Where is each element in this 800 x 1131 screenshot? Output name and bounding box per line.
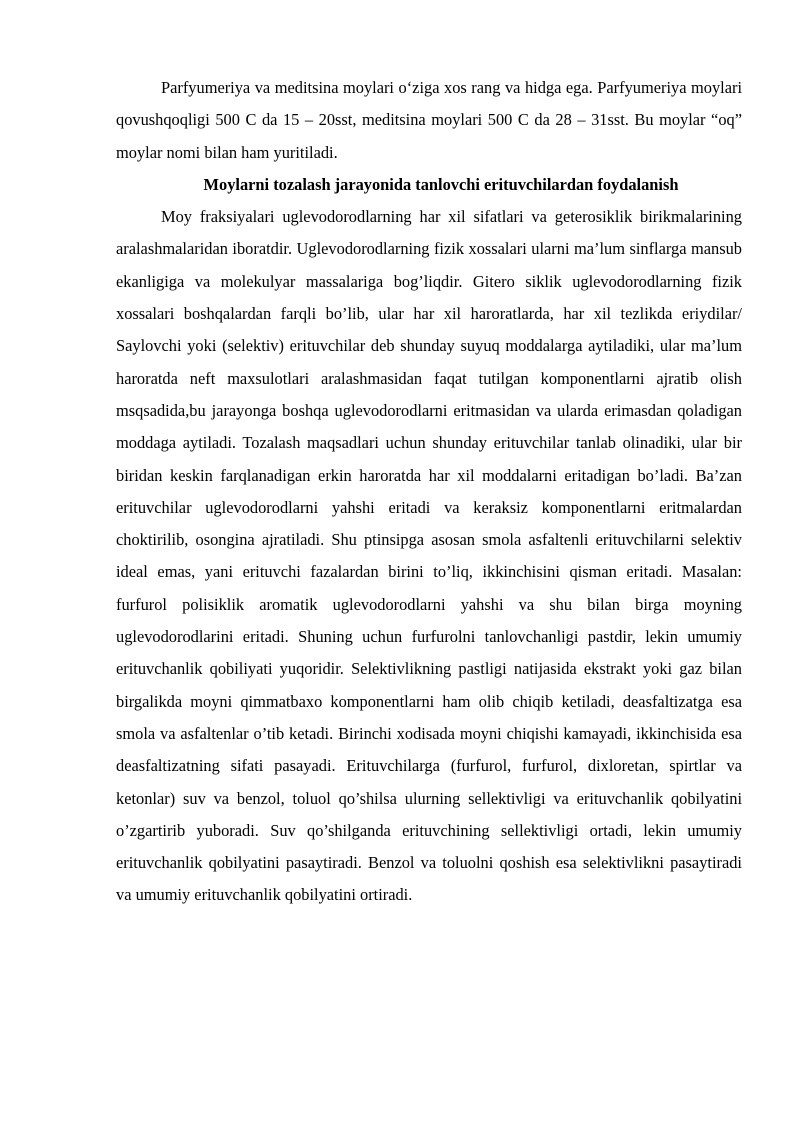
paragraph-oils-description: Parfyumeriya va meditsina moylari o‘ziga xos rang va hidga ega. Parfyumeriya moylari qovushqoqligi 500 C da 15 – 20sst, meditsina moylari 500 C da 28 – 31sst. Bu moylar “oq” moylar nomi bilan ham yuritiladi. <box>116 78 742 162</box>
section-heading: Moylarni tozalash jarayonida tanlovchi erituvchilardan foydalanish <box>203 174 679 194</box>
paragraph-selective-solvents: Moy fraksiyalari uglevodorodlarning har xil sifatlari va geterosiklik birikmalarining aralashmalaridan iboratdir. Uglevodorodlarning fizik xossalari ularni ma’lum sinflarga mansub ekanligiga va molekulyar massalariga bog’liqdir. Gitero siklik uglevodorodlarning fizik xossalari boshqalardan farqli bo’lib, ular har xil haroratlarda, har xil tezlikda eriydilar/ Saylovchi yoki (selektiv) erituvchilar deb shunday suyuq moddalarga aytiladiki, ular ma’lum haroratda neft maxsulotlari aralashmasidan faqat tutilgan komponentlarni ajratib olish msqsadida,bu jarayonga boshqa uglevodorodlarni eritmasidan va ularda erimasdan qoladigan moddaga aytiladi. Tozalash maqsadlari uchun shunday erituvchilar tanlab olinadiki, ular bir biridan keskin farqlanadigan erkin haroratda har xil moddalarni eritadigan bo’ladi. Ba’zan erituvchilar uglevodorodlarni yahshi eritadi va keraksiz komponentlarni eritmalardan choktirilib, osongina ajratiladi. Shu ptinsipga asosan smola asfaltenli erituvchilarni selektiv ideal emas, yani erituvchi fazalardan birini to’liq, ikkinchisini qisman eritadi. Masalan: furfurol polisiklik aromatik uglevodorodlarni yahshi va shu bilan birga moyning uglevodorodlarini eritadi. Shuning uchun furfurolni tanlovchanligi pastdir, lekin umumiy erituvchanlik qobiliyati yuqoridir. Selektivlikning pastligi natijasida ekstrakt yoki gaz bilan birgalikda moyni qimmatbaxo komponentlarni ham olib chiqib ketiladi, deasfaltizatga esa smola va asfaltenlar o’tib ketadi. Birinchi xodisada moyni chiqishi kamayadi, ikkinchisida esa deasfaltizatning sifati pasayadi. Erituvchilarga (furfurol, furfurol, dixloretan, spirtlar va ketonlar) suv va benzol, toluol qo’shilsa ulurning sellektivligi va erituvchanlik qobilyatini o’zgartirib yuboradi. Suv qo’shilganda erituvchining sellektivligi ortadi, lekin umumiy erituvchanlik qobilyatini pasaytiradi. Benzol va toluolni qoshish esa selektivlikni pasaytiradi va umumiy erituvchanlik qobilyatini ortiradi. <box>116 207 742 905</box>
document-page <box>116 72 742 912</box>
